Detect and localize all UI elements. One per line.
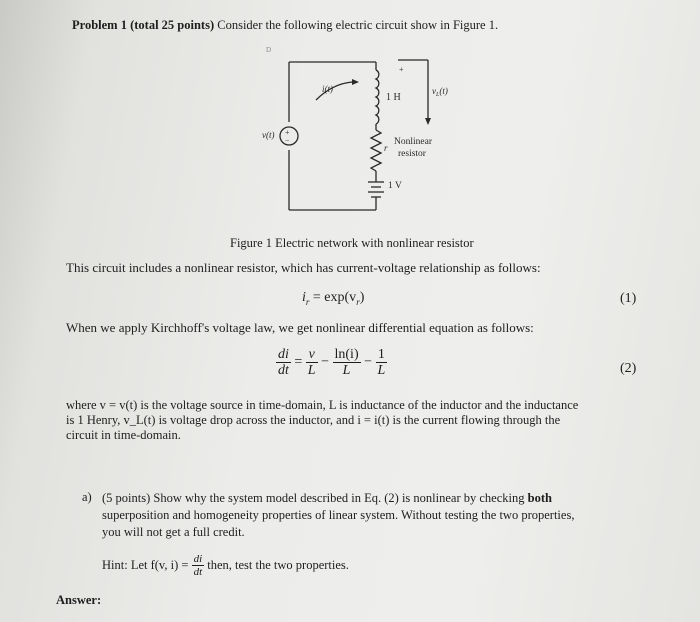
where-line-2: is 1 Henry, v_L(t) is voltage drop across the inductor, and i = i(t) is the current flowing through the <box>66 413 561 427</box>
hint-line <box>102 553 349 578</box>
current-arrow-head <box>352 79 359 85</box>
inductor-coil <box>376 70 379 124</box>
part-a-line-2: superposition and homogeneity properties of linear system. Without testing the two properties, <box>102 508 575 522</box>
dc-source-label: 1 V <box>388 181 402 191</box>
eq2-f2-den: L <box>307 363 316 378</box>
eq2-f4-num: 1 <box>376 347 388 363</box>
hint-post: then, test the two properties. <box>204 558 349 572</box>
eq1-rhs-end: ) <box>359 290 365 305</box>
equation-1-number: (1) <box>620 291 637 306</box>
hint-fraction <box>192 553 205 578</box>
eq1-rhs-sub: r <box>356 296 360 307</box>
vl-tail: (t) <box>439 86 448 96</box>
part-a-line-1-pre: (5 points) Show why the system model described in Eq. (2) is nonlinear by checking <box>102 491 528 505</box>
where-line-1: where v = v(t) is the voltage source in time-domain, L is inductance of the inductor and the inductance <box>66 398 579 412</box>
eq1-lhs: i <box>302 290 306 305</box>
nonlinear-label-1: Nonlinear <box>394 137 432 147</box>
source-label: v(t) <box>262 130 275 140</box>
eq2-f2-num: v <box>306 347 318 363</box>
equation-1 <box>302 290 364 307</box>
source-minus-sign: − <box>285 136 290 145</box>
eq2-f1-num: di <box>278 347 289 362</box>
source-plus-sign: + <box>285 128 290 137</box>
eq2-f4-den: L <box>377 363 386 378</box>
eq1-rhs: = exp(v <box>309 290 357 305</box>
hint-frac-den: dt <box>193 566 203 578</box>
part-a-line-1-bold: both <box>527 491 552 505</box>
vl-arrow-head <box>425 118 431 125</box>
hint-frac-num: di <box>193 553 203 565</box>
vl-sub: L <box>436 92 440 98</box>
part-a-label: a) <box>82 490 92 504</box>
answer-label: Answer: <box>56 593 102 607</box>
eq2-frac-ln-l <box>333 347 361 378</box>
nonlinear-label-2: resistor <box>398 149 426 159</box>
part-a-text <box>102 490 574 541</box>
circuit-diagram <box>0 0 700 250</box>
hint-pre: Hint: Let f(v, i) = <box>102 558 192 572</box>
part-a-line-1 <box>102 490 574 507</box>
eq2-f1-den: dt <box>278 363 289 378</box>
eq2-frac-v-l <box>306 347 318 378</box>
text-nonlinear: This circuit includes a nonlinear resistor, which has current-voltage relationship as follows: <box>66 260 541 275</box>
text-kvl: When we apply Kirchhoff's voltage law, we get nonlinear differential equation as follows: <box>66 320 534 335</box>
eq2-f3-num: ln(i) <box>334 347 359 362</box>
current-label: i(t) <box>322 84 333 94</box>
eq2-f3-den: L <box>342 363 351 378</box>
resistor-tag: r <box>384 143 388 153</box>
where-line-3: circuit in time-domain. <box>66 428 181 442</box>
eq1-lhs-sub: r <box>305 296 310 307</box>
equation-2-number: (2) <box>620 361 637 376</box>
corner-mark: D <box>266 46 272 54</box>
inductor-label: 1 H <box>386 92 401 103</box>
figure-caption: Figure 1 Electric network with nonlinear resistor <box>230 236 474 250</box>
inductor-plus-sign: + <box>399 65 404 74</box>
eq2-equals: = <box>294 354 303 370</box>
part-a-line-3: you will not get a full credit. <box>102 525 245 539</box>
where-paragraph <box>66 398 578 443</box>
problem-intro: Consider the following electric circuit show in Figure 1. <box>214 18 499 32</box>
inductor-voltage-label <box>432 86 448 98</box>
vl-main: v <box>432 86 436 96</box>
eq2-frac-di-dt <box>276 347 291 378</box>
problem-title: Problem 1 (total 25 points) <box>72 18 215 32</box>
eq2-minus-1: − <box>321 354 329 370</box>
eq2-frac-1-l <box>376 347 388 378</box>
eq2-minus-2: − <box>364 354 373 370</box>
nonlinear-resistor-zigzag <box>371 130 381 171</box>
equation-2 <box>276 347 387 378</box>
